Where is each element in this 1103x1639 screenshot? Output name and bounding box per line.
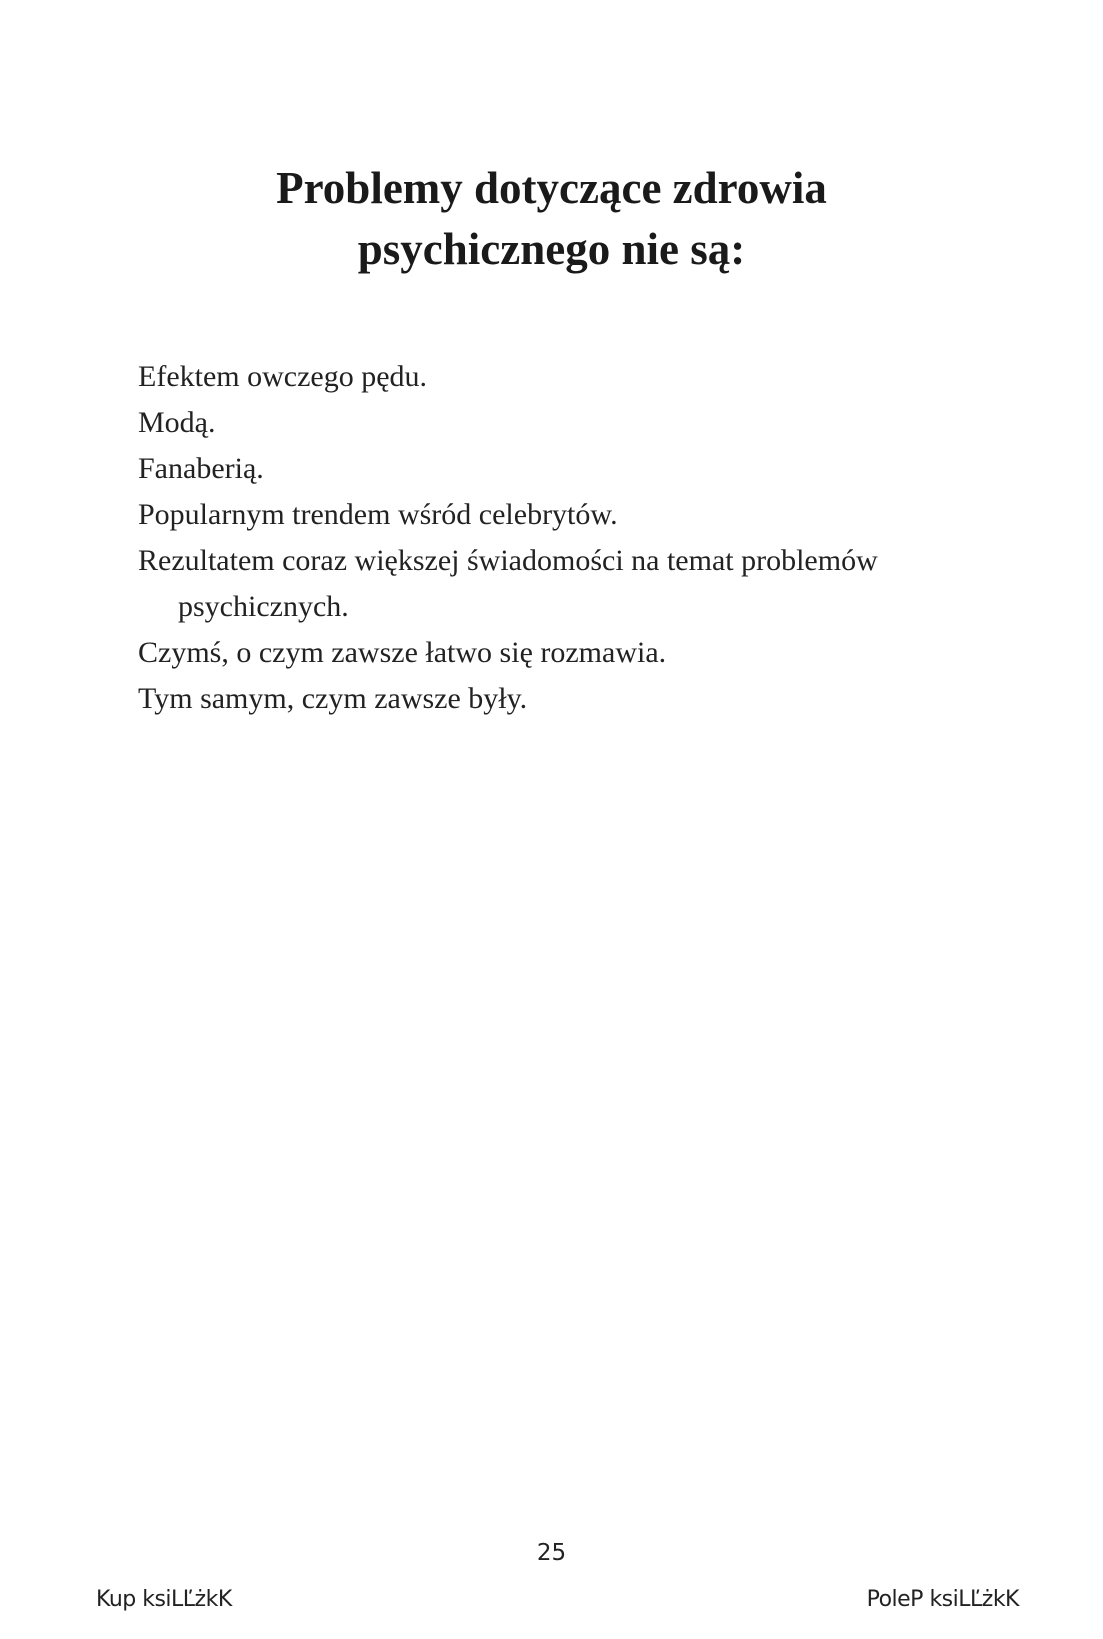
statement-list xyxy=(138,354,998,722)
list-item: Popularnym trendem wśród celebrytów. xyxy=(138,498,618,531)
list-item: Efektem owczego pędu. xyxy=(138,360,428,393)
list-item: Fanaberią. xyxy=(138,452,264,485)
buy-book-link[interactable]: Kup ksiLĽżkK xyxy=(96,1587,232,1612)
page-number: 25 xyxy=(536,1540,567,1566)
list-item: Rezultatem coraz większej świadomości na temat problemów xyxy=(138,544,878,577)
title-line-1: Problemy dotyczące zdrowia xyxy=(276,163,827,213)
title-line-2: psychicznego nie są: xyxy=(357,224,746,274)
list-item: Modą. xyxy=(138,406,216,439)
list-item-continuation: psychicznych. xyxy=(178,590,349,623)
page-title xyxy=(0,158,1103,280)
list-item: Czymś, o czym zawsze łatwo się rozmawia. xyxy=(138,636,667,669)
list-item: Tym samym, czym zawsze były. xyxy=(138,682,528,715)
recommend-book-link[interactable]: PoleP ksiLĽżkK xyxy=(866,1587,1019,1612)
